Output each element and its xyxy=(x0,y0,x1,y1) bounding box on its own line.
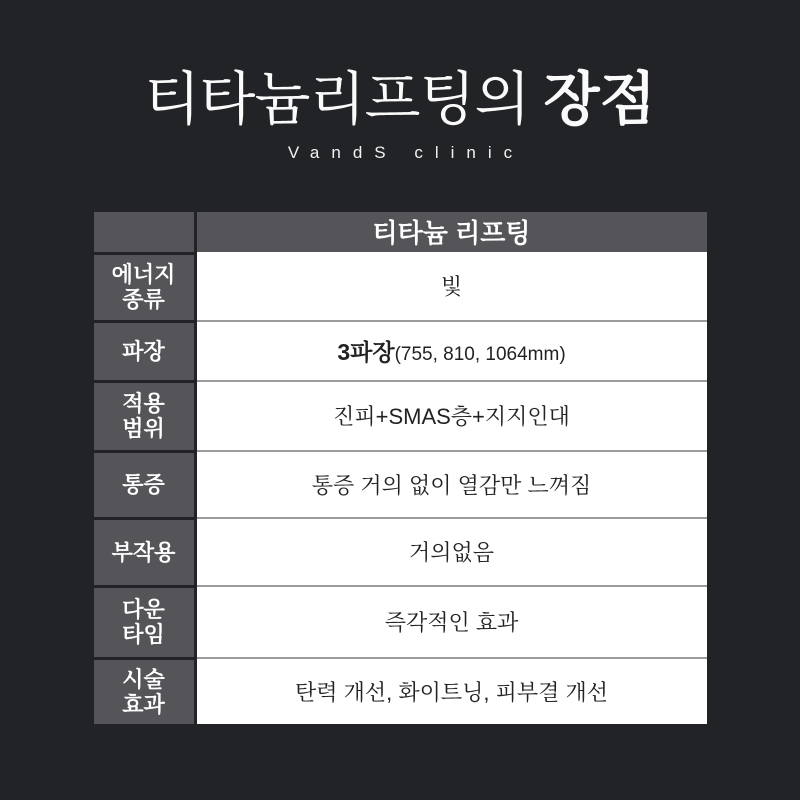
label-line: 통증 xyxy=(122,472,165,498)
title-bold: 장점 xyxy=(543,67,656,132)
value-bold-part: 3파장 xyxy=(337,339,395,366)
clinic-subtitle: VandS clinic xyxy=(287,142,525,162)
row-label-application-range xyxy=(94,380,197,450)
table-row xyxy=(94,380,707,450)
value-text: 탄력 개선, 화이트닝, 피부결 개선 xyxy=(295,679,608,705)
table-row xyxy=(94,657,707,724)
value-text: 거의없음 xyxy=(408,540,494,566)
label-line: 적용 xyxy=(122,391,165,417)
label-line: 종류 xyxy=(122,287,165,313)
table-corner-cell xyxy=(94,212,197,252)
row-label-wavelength xyxy=(94,320,197,380)
row-value-application-range xyxy=(197,380,707,450)
label-line: 효과 xyxy=(122,691,165,717)
label-line: 시술 xyxy=(122,666,165,692)
page-title xyxy=(0,67,800,132)
label-line: 범위 xyxy=(122,416,165,442)
row-value-side-effects xyxy=(197,517,707,585)
row-label-pain xyxy=(94,450,197,517)
value-text: 진피+SMAS층+지지인대 xyxy=(333,404,570,430)
value-text: 빛 xyxy=(440,274,463,300)
row-value-pain xyxy=(197,450,707,517)
value-text xyxy=(337,334,565,367)
table-row xyxy=(94,252,707,320)
table-row xyxy=(94,517,707,585)
row-label-energy-type xyxy=(94,252,197,320)
row-label-treatment-effect xyxy=(94,657,197,724)
row-value-energy-type xyxy=(197,252,707,320)
row-label-side-effects xyxy=(94,517,197,585)
comparison-table xyxy=(94,212,707,724)
label-line: 파장 xyxy=(122,338,165,364)
value-text: 통증 거의 없이 열감만 느껴짐 xyxy=(311,472,592,498)
table-row xyxy=(94,450,707,517)
label-line: 부작용 xyxy=(111,539,176,565)
table-row xyxy=(94,585,707,657)
label-line: 에너지 xyxy=(111,262,176,288)
title-block xyxy=(0,0,800,163)
label-line: 다운 xyxy=(122,597,165,623)
row-value-treatment-effect xyxy=(197,657,707,724)
row-label-downtime xyxy=(94,585,197,657)
row-value-wavelength xyxy=(197,320,707,380)
label-line: 타임 xyxy=(122,622,165,648)
table-header-row xyxy=(94,212,707,252)
value-paren-part: (755, 810, 1064mm) xyxy=(394,344,566,366)
title-regular: 티타늄리프팅의 xyxy=(144,67,530,132)
value-text: 즉각적인 효과 xyxy=(384,610,519,636)
table-row xyxy=(94,320,707,380)
row-value-downtime xyxy=(197,585,707,657)
table-header-cell: 티타늄 리프팅 xyxy=(197,212,707,252)
